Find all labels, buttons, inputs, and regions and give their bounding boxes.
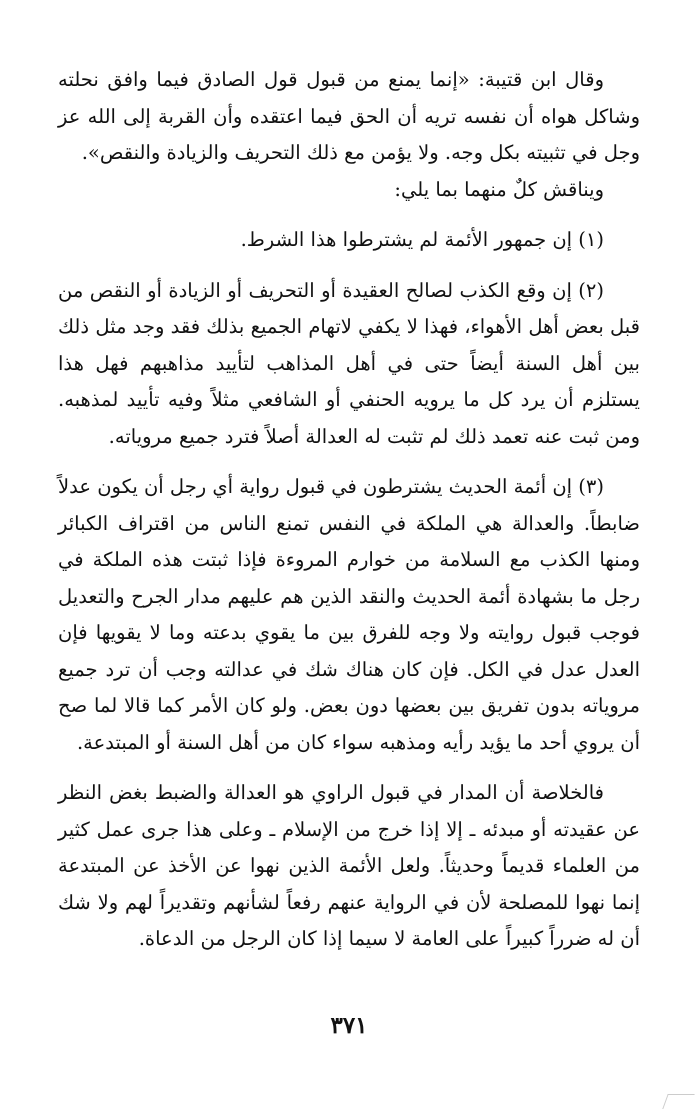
paragraph-point-3: (٣) إن أئمة الحديث يشترطون في قبول رواية أي رجل أن يكون عدلاً ضابطاً. والعدالة هي الملكة في النفس تمنع الناس من اقتراف الكبائر ومنها الكذب مع السلامة من خوارم المروءة فإذا ثبتت هذه الملكة في رجل ما بشهادة أئمة الحديث والنقد الذين هم عليهم مدار الجرح والتعديل فوجب قبول روايته ولا وجه للفرق بين ما يقوي بدعته وما لا يقويها فإن العدل عدل في الكل. فإن كان هناك شك في عدالته وجب أن ترد جميع مروياته بدون تفريق بين بعضها دون بعض. ولو كان الأمر كما قالا لما صح أن يروي أحد ما يؤيد رأيه ومذهبه سواء كان من أهل السنة أو المبتدعة. — [58, 475, 640, 754]
page-number: ٣٧١ — [330, 1012, 368, 1039]
paragraph-point-1: (١) إن جمهور الأئمة لم يشترطوا هذا الشرط. — [240, 228, 604, 251]
page-body — [58, 62, 640, 958]
paragraph-ibn-qutayba-quote: وقال ابن قتيبة: «إنما يمنع من قبول قول الصادق فيما وافق نحلته وشاكل هواه أن نفسه تريه أن الحق فيما اعتقده وأن القربة إلى الله عز وجل في تثبيته بكل وجه. ولا يؤمن مع ذلك التحريف والزيادة والنقص». — [58, 68, 640, 164]
page-corner-mark — [662, 1094, 694, 1109]
paragraph-conclusion: فالخلاصة أن المدار في قبول الراوي هو العدالة والضبط بغض النظر عن عقيدته أو مبدئه ـ إلا إذا خرج من الإسلام ـ وعلى هذا جرى عمل كثير من العلماء قديماً وحديثاً. ولعل الأئمة الذين نهوا عن الأخذ عن المبتدعة إنما نهوا للمصلحة لأن في الرواية عنهم رفعاً لشأنهم وتقديراً لهم ولا شك أن له ضرراً كبيراً على العامة لا سيما إذا كان الرجل من الدعاة. — [58, 781, 640, 950]
paragraph-discussion-intro: ويناقش كلٌ منهما بما يلي: — [394, 177, 604, 201]
paragraph-point-2: (٢) إن وقع الكذب لصالح العقيدة أو التحريف أو الزيادة أو النقص من قبل بعض أهل الأهواء، فهذا لا يكفي لاتهام الجميع بذلك فقد وجد مثل ذلك بين أهل السنة أيضاً حتى في أهل المذاهب لتأييد مذاهبهم فهل هذا يستلزم أن يرد كل ما يرويه الحنفي أو الشافعي مثلاً وفيه تأييد لمذهبه. ومن ثبت عنه تعمد ذلك لم تثبت له العدالة أصلاً فترد جميع مروياته. — [58, 278, 640, 448]
